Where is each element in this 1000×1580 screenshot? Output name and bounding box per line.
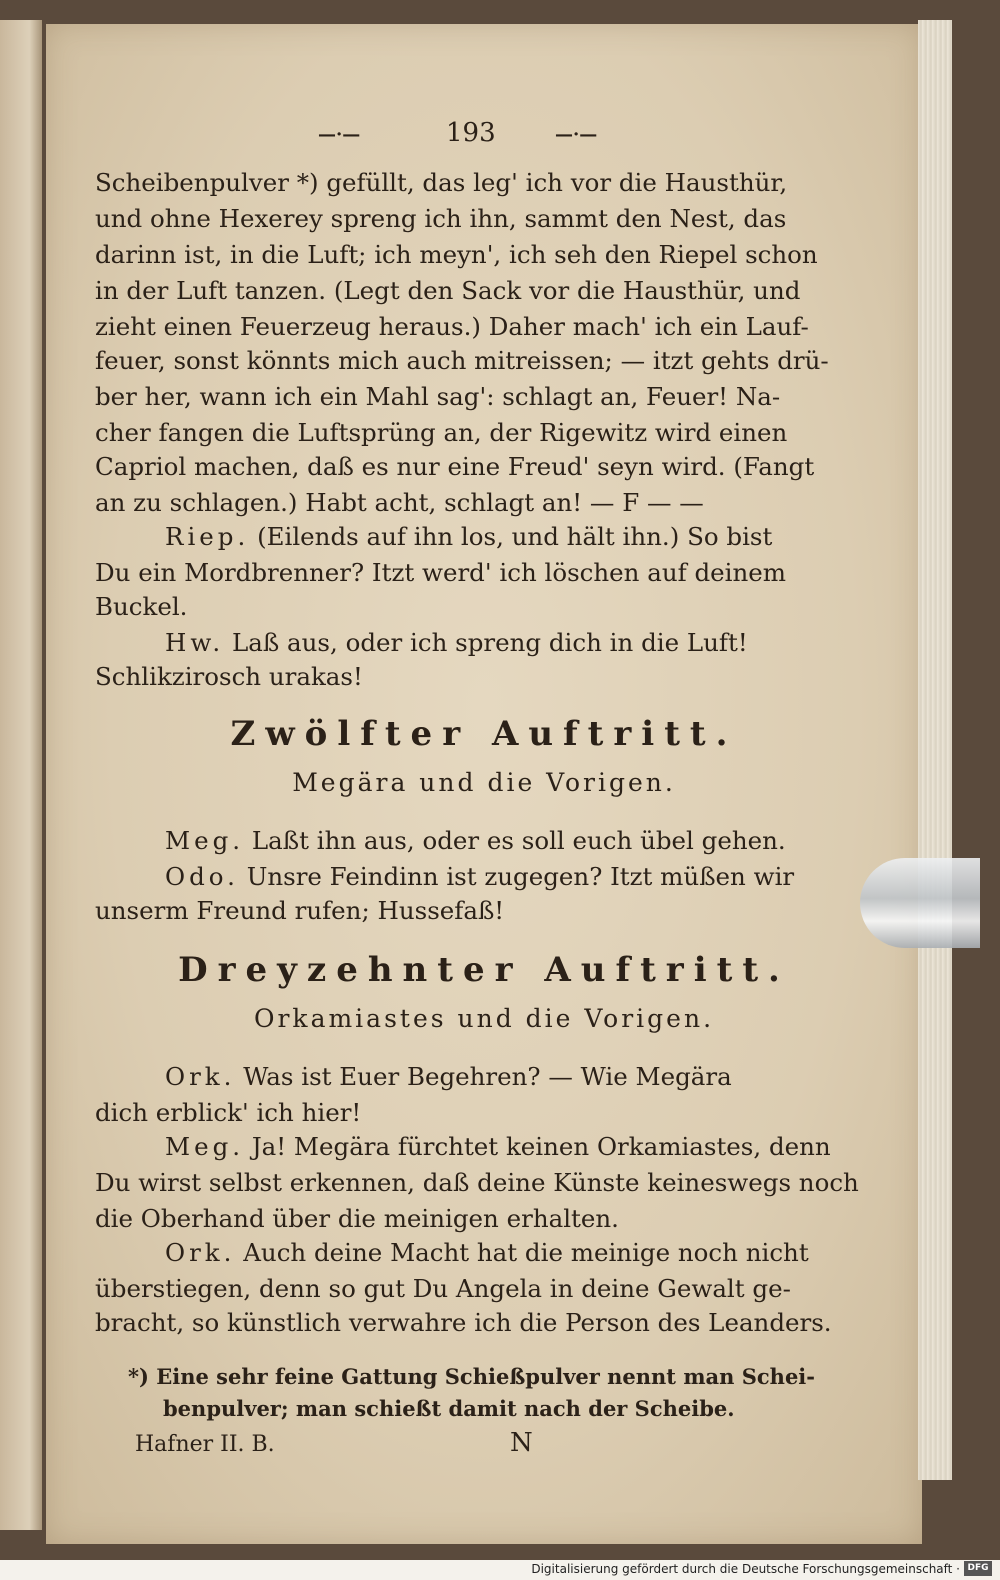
dialogue-text: (Eilends auf ihn los, und hält ihn.) So bist [257, 522, 773, 551]
dialogue-text: Was ist Euer Begehren? — Wie Megära [243, 1062, 732, 1091]
funding-credit: Digitalisierung gefördert durch die Deutsche Forschungsgemeinschaft · [531, 1562, 960, 1576]
scene-cast: Orkamiastes und die Vorigen. [253, 1004, 715, 1033]
dialogue-text: Unsre Feindinn ist zugegen? Itzt müßen wir [246, 862, 795, 891]
dialogue-line [165, 522, 772, 551]
text-line: unserm Freund rufen; Hussefaß! [95, 896, 505, 925]
dialogue-line [165, 628, 748, 657]
page-clip [860, 858, 980, 948]
scene-heading: Zwölfter Auftritt. [230, 714, 738, 754]
dialogue-text: Laßt ihn aus, oder es soll euch übel gehen. [251, 826, 786, 855]
page-stack-edge [918, 20, 952, 1480]
scene-cast: Megära und die Vorigen. [292, 768, 676, 797]
text-line: Schlikzirosch urakas! [95, 662, 363, 691]
text-line: feuer, sonst könnts mich auch mitreissen; — itzt gehts drü- [95, 346, 829, 375]
dialogue-line [165, 1238, 809, 1267]
text-line: Du wirst selbst erkennen, daß deine Künste keineswegs noch [95, 1168, 859, 1197]
dialogue-line [165, 862, 794, 891]
text-line: die Oberhand über die meinigen erhalten. [95, 1204, 619, 1233]
text-line: dich erblick' ich hier! [95, 1098, 362, 1127]
text-line: an zu schlagen.) Habt acht, schlagt an! — F — — [95, 488, 704, 517]
text-line: Scheibenpulver *) gefüllt, das leg' ich vor die Hausthür, [95, 168, 788, 197]
dialogue-text: Laß aus, oder ich spreng dich in die Luft! [232, 628, 748, 657]
left-page-edge [0, 20, 42, 1530]
dialogue-line [165, 826, 786, 855]
speaker-name: Ork. [165, 1238, 236, 1267]
text-line: Du ein Mordbrenner? Itzt werd' ich löschen auf deinem [95, 558, 787, 587]
text-line: und ohne Hexerey spreng ich ihn, sammt den Nest, das [95, 204, 787, 233]
speaker-name: Ork. [165, 1062, 236, 1091]
text-line: cher fangen die Luftsprüng an, der Rigewitz wird einen [95, 418, 788, 447]
signature-letter: N [510, 1428, 533, 1458]
header-dash-right: —·— [555, 124, 598, 145]
scene-heading: Dreyzehnter Auftritt. [178, 950, 790, 990]
text-line: in der Luft tanzen. (Legt den Sack vor die Hausthür, und [95, 276, 801, 305]
speaker-name: Odo. [165, 862, 239, 891]
speaker-name: Hw. [165, 628, 225, 657]
text-line: darinn ist, in die Luft; ich meyn', ich seh den Riepel schon [95, 240, 818, 269]
text-line: Buckel. [95, 592, 188, 621]
footnote-line: *) Eine sehr feine Gattung Schießpulver nennt man Schei- [128, 1364, 816, 1389]
speaker-name: Meg. [165, 1132, 245, 1161]
text-line: ber her, wann ich ein Mahl sag': schlagt an, Feuer! Na- [95, 382, 781, 411]
dialogue-line [165, 1132, 831, 1161]
text-line: überstiegen, denn so gut Du Angela in deine Gewalt ge- [95, 1274, 791, 1303]
dialogue-text: Ja! Megära fürchtet keinen Orkamiastes, denn [251, 1132, 831, 1161]
text-line: bracht, so künstlich verwahre ich die Person des Leanders. [95, 1308, 832, 1337]
text-line: Capriol machen, daß es nur eine Freud' seyn wird. (Fangt [95, 452, 815, 481]
header-dash-left: —·— [318, 124, 361, 145]
dialogue-text: Auch deine Macht hat die meinige noch nicht [243, 1238, 809, 1267]
dialogue-line [165, 1062, 732, 1091]
dfg-logo: DFG [964, 1561, 992, 1576]
speaker-name: Meg. [165, 826, 245, 855]
footnote-line: benpulver; man schießt damit nach der Scheibe. [163, 1396, 735, 1421]
page-number: 193 [446, 118, 496, 148]
speaker-name: Riep. [165, 522, 250, 551]
text-line: zieht einen Feuerzeug heraus.) Daher mach' ich ein Lauf- [95, 312, 809, 341]
signature-mark: Hafner II. B. [135, 1432, 275, 1457]
